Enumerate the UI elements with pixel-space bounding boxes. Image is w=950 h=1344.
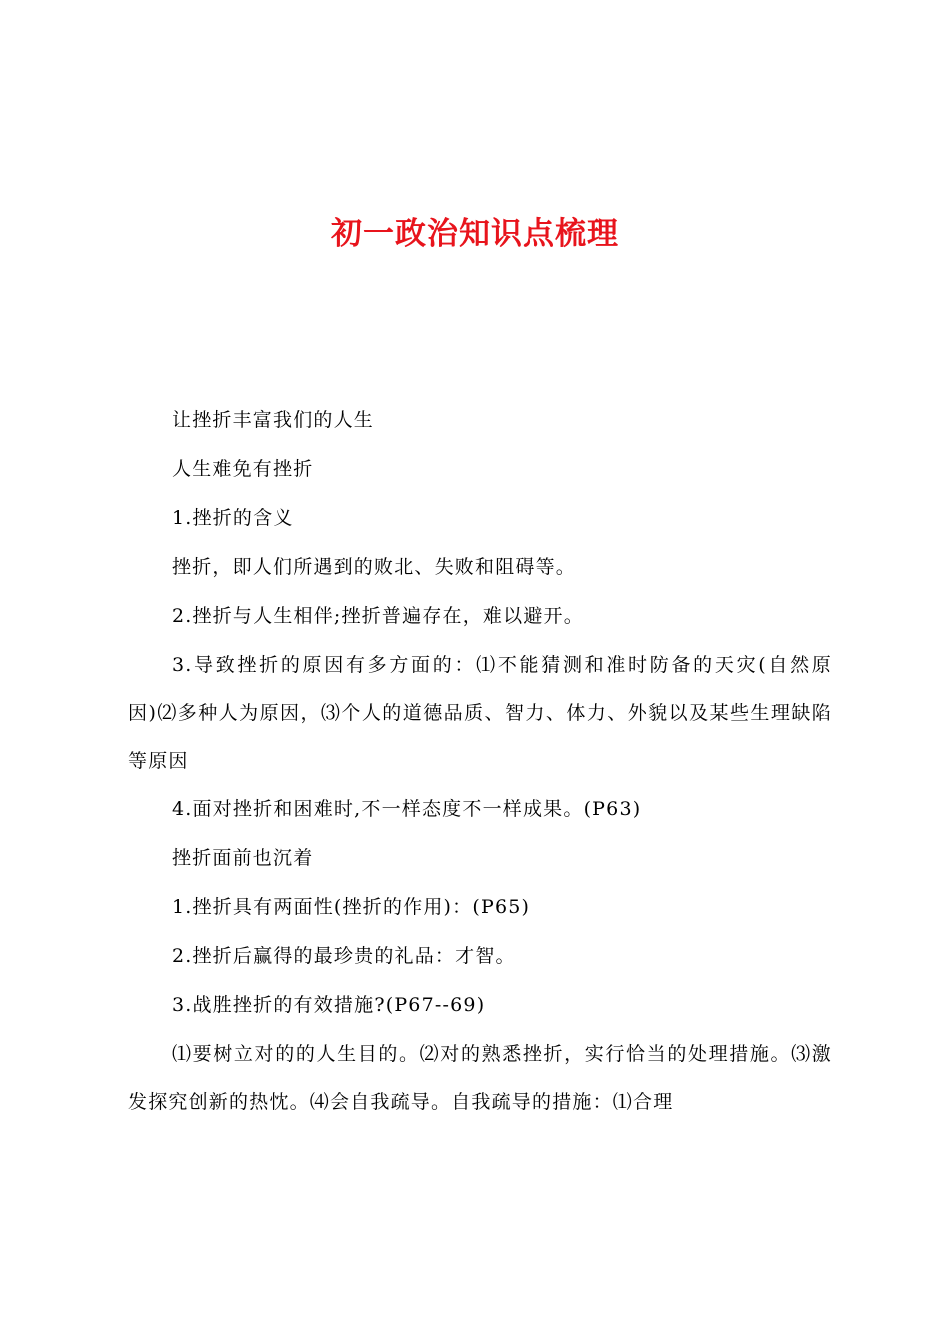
subsection-heading: 人生难免有挫折: [172, 458, 314, 480]
paragraph: 挫折，即人们所遇到的败北、失败和阻碍等。: [172, 556, 577, 578]
document-body: [128, 396, 832, 1126]
paragraph: 1.挫折的含义: [172, 507, 294, 529]
paragraph: 3.战胜挫折的有效措施?(P67--69): [172, 994, 486, 1016]
subsection-heading: 挫折面前也沉着: [172, 847, 314, 869]
paragraph: 4.面对挫折和困难时,不一样态度不一样成果。(P63): [172, 798, 642, 820]
paragraph: 3.导致挫折的原因有多方面的：⑴不能猜测和准时防备的天灾(自然原因)⑵多种人为原因，⑶个人的道德品质、智力、体力、外貌以及某些生理缺陷等原因: [128, 654, 832, 772]
paragraph: 2.挫折后赢得的最珍贵的礼品：才智。: [172, 945, 516, 967]
document-title: 初一政治知识点梳理: [331, 216, 619, 252]
section-heading: 让挫折丰富我们的人生: [172, 409, 375, 431]
paragraph: 1.挫折具有两面性(挫折的作用)：(P65): [172, 896, 531, 918]
paragraph: ⑴要树立对的的人生目的。⑵对的熟悉挫折，实行恰当的处理措施。⑶激发探究创新的热忱。⑷会自我疏导。自我疏导的措施：⑴合理: [128, 1043, 832, 1113]
paragraph: 2.挫折与人生相伴;挫折普遍存在，难以避开。: [172, 605, 584, 627]
